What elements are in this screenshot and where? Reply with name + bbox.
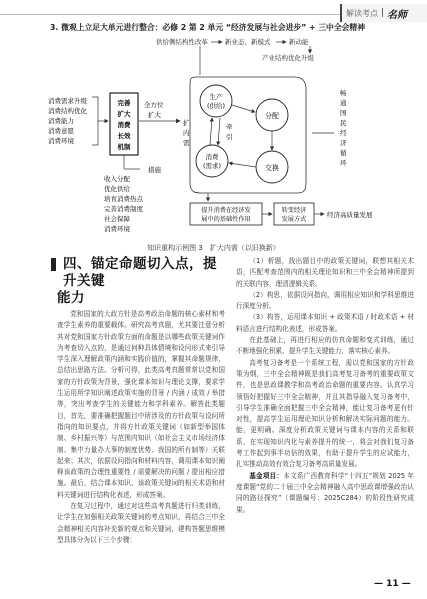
- heading-bar-icon: [51, 258, 56, 271]
- node-consumption-1: 消费: [205, 153, 219, 161]
- left-column: [57, 256, 225, 546]
- measure-1: 收入分配: [104, 175, 130, 183]
- node-distribution-label: 分配: [265, 112, 279, 120]
- figure-caption: 知识重构示例图 3 扩大内需（以旧换新）: [147, 244, 280, 252]
- consumption-list: [48, 96, 88, 145]
- circ-4: 民: [340, 119, 347, 127]
- right-paragraph-2: （2）构思，依据设问指向，调用相应知识和学科思维进行深度分析。: [236, 290, 414, 311]
- right-column: [236, 256, 414, 516]
- right-paragraph-3: （3）构答，运用课本知识 + 政策术语 / 时政术语 + 材料语言进行结构化表述，形成答案。: [236, 313, 414, 333]
- node-production-1: 生产: [209, 93, 223, 101]
- measures-label: 措施: [148, 166, 161, 174]
- knowledge-diagram: [40, 33, 415, 241]
- section-4-heading-line2: 能力: [57, 290, 85, 306]
- node-production-2: (供给): [206, 102, 226, 110]
- left-item-5: 消费环境: [48, 137, 74, 145]
- bottom-box-1-line-2: 展中的基础性作用: [201, 216, 251, 223]
- expand-demand-2: 内: [183, 129, 190, 137]
- fund-note: [236, 471, 414, 516]
- right-paragraph-1: （1）析题，找出题目中的政策关键词，联想其相关术语，匹配考查范围内的相关理论知识和三中全会精神所提到的关联内容，理清逻辑关系。: [236, 257, 414, 288]
- bottom-box-2-line-2: 发展方式: [281, 216, 307, 223]
- right-paragraph-5: 高考复习备考是一个系统工程，需以党和国家的方针政策为纲，三中全会精神既是我们高考复习备考的重要政策文件，也是思政课教学和高考政治命题的重要内容。认真学习领悟好把握好三中全会精神，并且其指导融入复习备考中，引导学生准确全面把握三中全会精神，能让复习备考更有针对性，提高学生运用理论知识分析和解决实际问题的能力。能，更明确。深度分析政策关键词与课本内容的关系和联系，在实现知识内化与素养提升的统一，将会对我们复习备考工作起到事半功倍的效果，有助于提升学生的应试能力，扎实推动高效有效合复习备考高质量发展。: [236, 358, 414, 469]
- arrow-label-1: 全方位: [144, 101, 164, 109]
- circulation-text: [340, 88, 347, 167]
- running-header: [340, 4, 427, 22]
- expand-demand-3: 需: [183, 139, 190, 147]
- section-4-heading: [57, 256, 225, 307]
- fund-note-label: 基金项目：: [249, 471, 284, 480]
- left-item-2: 消费结构优化: [48, 107, 87, 115]
- arrow-label-2: 扩大: [148, 111, 161, 119]
- header-separator: |: [381, 8, 385, 18]
- measure-4: 完善消费制度: [104, 205, 143, 213]
- measures-list: [104, 174, 144, 233]
- bottom-text-3: 经济高质量发展: [327, 211, 373, 219]
- circ-3: 国: [340, 109, 347, 117]
- core-box-4: 长效: [117, 132, 131, 140]
- circ-1: 畅: [340, 89, 347, 97]
- section-4-heading-line1: 四、锚定命题切入点，提升关键: [63, 256, 217, 289]
- header-brand: 名师: [387, 9, 408, 21]
- diagram-top-b: 新业态、新模式: [225, 38, 271, 46]
- bottom-box-1-line-1: 提升消费在经济发: [201, 207, 251, 214]
- circ-6: 济: [340, 139, 347, 147]
- circ-5: 经: [340, 129, 347, 137]
- node-production: [200, 85, 232, 117]
- circ-8: 环: [340, 159, 347, 167]
- left-item-1: 消费需求升级: [48, 97, 87, 105]
- section-3-heading: 3. 微观上立足大单元进行整合：必修 2 第 2 单元 “经济发展与社会进步” + 三中全会精神: [50, 23, 366, 32]
- diagram-top-d: 产业结构优化升级: [262, 54, 314, 62]
- header-column-name: 解读考点: [346, 8, 378, 18]
- core-box-2: 扩大: [117, 110, 131, 118]
- left-item-3: 消费能力: [48, 117, 74, 125]
- left-item-4: 消费意愿: [48, 127, 74, 135]
- page-number: — 11 —: [374, 579, 411, 589]
- left-paragraph-1: 党和国家的大政方针是高考政治命题的核心素材和考查学生素养的重要载体。研究高考真题，尤其要注意分析其对党和国家方针政策方面的命题是以哪些政策关键词作为考查切入点的，是通过何种具体情境和设问形式来引导学生深入理解政策内涵和实践价值的，掌握其命题规律，总结出思路方法。分析可得，此类高考真题常常以党和国家的方针政策为背景，强化课本知识与理论支撑，要求学生运用所学知识阐述政策实施的背景 / 内涵 / 成效 / 举措等，突出考查学生的关键能力和学科素养。解答此类题目，首先，要准确把握题目中所涉及的方针政策与设问所指向的知识要点，并将方针政策关键词（如新型举国体制、乡村振兴等）与范围内知识（如社会主义市场经济体制、集中力量办大事的制度优势、我国的所有制等）关联起来；其次，依据设问指向和材料内容，调用课本知识阐释该政策的合理性重要性 / 需要解决的问题 / 提出相应措施。最后，结合课本知识、该政策关键词的相关术语和材料关键词进行结构化表述，形成答案。: [57, 310, 225, 499]
- left-paragraph-2: 在复习过程中，通过对这些高考真题进行归类训练，让学生在加强相关政策关键词的考点知识，再结合三中全会精神相关内容补充新的观点和关键词，建构答题思维模型具体分为以下三个步骤：: [57, 502, 225, 544]
- diagram-top-a: 供给侧结构性改革: [156, 38, 208, 46]
- fund-note-text: 本文系广西教育科学“十四五”规划 2025 年度课题“党的二十届三中全会精神融入高中思政课增强政治认同的路径探究”（课题编号：2025C284）的阶段性研究成果。: [236, 471, 415, 514]
- circ-2: 通: [340, 99, 347, 107]
- measure-5: 社会保障: [104, 215, 130, 223]
- pull-label-2: 引: [226, 133, 233, 141]
- core-box-5: 机制: [117, 143, 131, 151]
- core-box-1: 完善: [117, 99, 131, 107]
- node-exchange-label: 交换: [265, 164, 279, 172]
- measure-3: 培育消费热点: [104, 195, 143, 203]
- pull-label-1: 牵: [226, 123, 233, 131]
- expand-demand-1: 扩: [183, 119, 190, 127]
- right-paragraph-4: 在此基础上，再进行相应的仿真命题和变式训练，通过不断地强化积累，提升学生关键能力，落实核心素养。: [236, 336, 414, 356]
- circ-7: 循: [340, 149, 347, 157]
- node-consumption: [196, 145, 228, 177]
- measure-2: 优化供给: [104, 185, 130, 193]
- bottom-box-2-line-1: 转变经济: [281, 207, 307, 214]
- node-consumption-2: (需求): [202, 162, 222, 170]
- core-box-3: 消费: [117, 121, 131, 129]
- diagram-top-c: 新动能: [289, 38, 309, 46]
- measure-6: 消费环境: [104, 225, 130, 233]
